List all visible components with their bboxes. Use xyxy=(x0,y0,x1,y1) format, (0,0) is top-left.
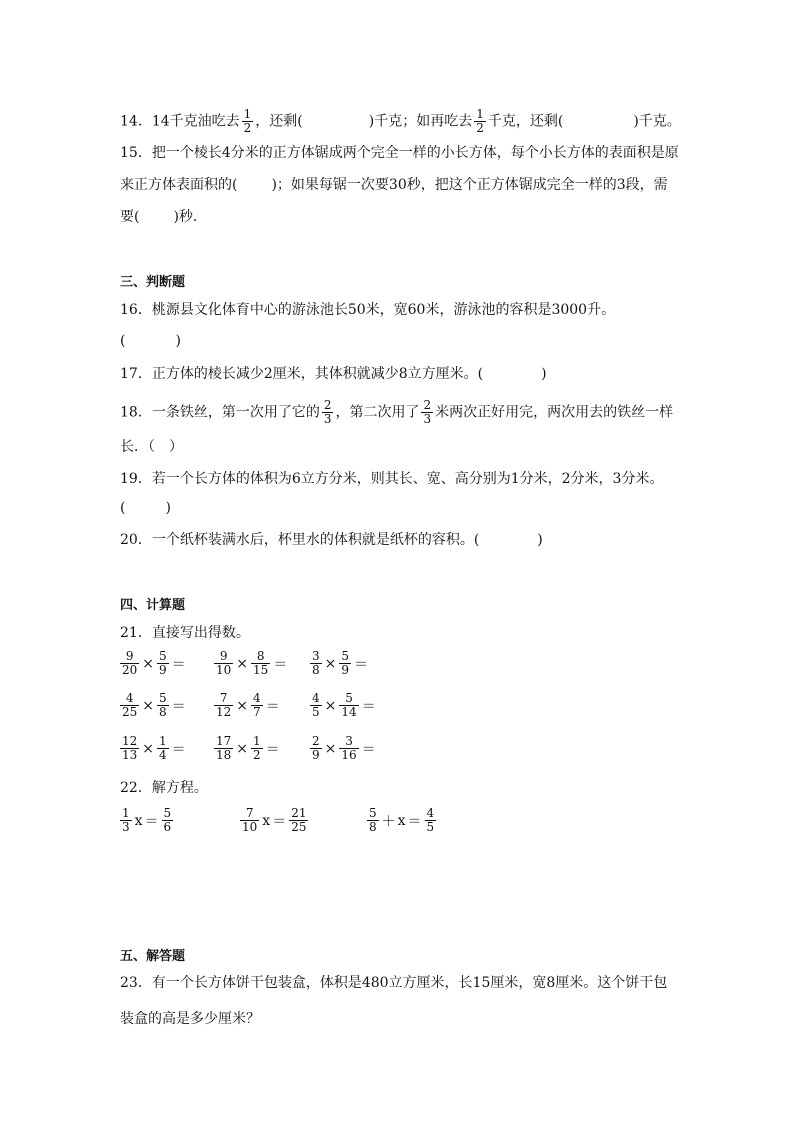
fraction-numerator: 4 xyxy=(125,691,134,705)
fraction-denominator: 2 xyxy=(243,121,252,135)
q19-answer-paren[interactable] xyxy=(120,498,171,518)
fraction-denominator: 25 xyxy=(291,820,307,834)
equals-sign: ＝ xyxy=(265,698,280,715)
q15-line-1: 15．把一个棱长4分米的正方体锯成两个完全一样的小长方体，每个小长方体的表面积是原 xyxy=(120,145,679,161)
question-18 xyxy=(120,399,673,426)
variable-x: x xyxy=(134,812,143,829)
question-17 xyxy=(120,364,547,384)
fraction-numerator: 5 xyxy=(341,649,350,663)
times-sign: × xyxy=(142,740,155,757)
q18-text-a: 18．一条铁丝，第一次用了它的 xyxy=(120,404,320,421)
paren-close: ) xyxy=(165,500,171,516)
q14-text-4: 千克，还剩( xyxy=(487,113,564,130)
equals-sign: ＝ xyxy=(171,698,186,715)
fraction-numerator: 17 xyxy=(216,734,232,748)
calc-expression xyxy=(212,650,288,677)
calc-fraction-a xyxy=(120,735,139,762)
equals-sign: ＝ xyxy=(171,656,186,673)
times-sign: × xyxy=(236,740,249,757)
times-sign: × xyxy=(236,655,249,672)
plus-sign: ＋ xyxy=(381,813,396,830)
calc-fraction-a xyxy=(120,650,139,677)
calc-fraction-b xyxy=(339,650,351,677)
fraction-denominator: 25 xyxy=(122,705,138,719)
calc-fraction-a xyxy=(214,735,233,762)
q14-text-1: 14千克油吃去 xyxy=(151,113,240,130)
fraction-numerator: 21 xyxy=(291,806,307,820)
q18-line-2 xyxy=(120,437,183,457)
calc-fraction-b xyxy=(157,735,169,762)
fraction-numerator: 4 xyxy=(253,691,261,705)
fraction-numerator: 5 xyxy=(159,691,167,705)
q20-text: 20．一个纸杯装满水后，杯里水的体积就是纸杯的容积。( xyxy=(120,532,480,548)
variable-x: x xyxy=(397,812,406,829)
fraction-denominator: 20 xyxy=(122,663,138,677)
fraction-denominator: 12 xyxy=(216,705,232,719)
question-23-line-2: 装盒的高是多少厘米？ xyxy=(120,1011,260,1027)
calc-fraction-b xyxy=(157,692,169,719)
times-sign: × xyxy=(142,697,155,714)
question-21: 21．直接写出得数。 xyxy=(120,625,250,641)
calc-fraction-a xyxy=(214,692,233,719)
calc-fraction-b xyxy=(251,692,263,719)
calc-expression xyxy=(308,735,377,762)
fraction-numerator: 7 xyxy=(219,691,228,705)
fraction-numerator: 2 xyxy=(423,398,432,412)
equals-sign: ＝ xyxy=(361,698,376,715)
fraction-numerator: 5 xyxy=(345,691,353,705)
equals-sign: ＝ xyxy=(354,656,369,673)
fraction-denominator: 14 xyxy=(341,705,357,719)
calc-fraction-b xyxy=(251,735,263,762)
fraction-denominator: 4 xyxy=(159,748,167,762)
paren-close: ) xyxy=(175,333,181,349)
q15-text-a: 来正方体表面积的( xyxy=(120,177,238,193)
q14-text-5: )千克。 xyxy=(633,113,681,130)
equals-sign: ＝ xyxy=(361,741,376,758)
times-sign: × xyxy=(324,655,337,672)
fraction-denominator: 3 xyxy=(122,820,130,834)
fraction-denominator: 9 xyxy=(341,663,350,677)
fraction-denominator: 16 xyxy=(341,748,357,762)
equals-sign: ＝ xyxy=(272,813,287,830)
calc-expression xyxy=(212,692,281,719)
section-3-title: 三、判断题 xyxy=(120,275,186,290)
calc-expression xyxy=(118,692,187,719)
equation-result xyxy=(162,807,174,834)
calc-fraction-a xyxy=(310,692,322,719)
times-sign: × xyxy=(142,655,155,672)
times-sign: × xyxy=(324,740,337,757)
equals-sign: ＝ xyxy=(171,741,186,758)
fraction-denominator: 8 xyxy=(312,663,320,677)
calc-fraction-b xyxy=(339,692,358,719)
section-4-title: 四、计算题 xyxy=(120,598,186,613)
calc-fraction-a xyxy=(310,650,322,677)
fraction-denominator: 8 xyxy=(369,820,377,834)
fraction-denominator: 9 xyxy=(312,748,320,762)
q18-text-c: 米两次正好用完，两次用去的铁丝一样 xyxy=(435,404,674,421)
fraction-denominator: 5 xyxy=(312,705,320,719)
fraction-denominator: 5 xyxy=(426,820,435,834)
fraction-numerator: 5 xyxy=(159,649,167,663)
equation-coefficient xyxy=(367,807,379,834)
q18-fraction-2 xyxy=(421,399,433,426)
fraction-numerator: 9 xyxy=(125,649,134,663)
equation-eq3 xyxy=(365,807,438,834)
calc-fraction-a xyxy=(310,735,322,762)
q18-text-d: 长．（ xyxy=(120,439,155,455)
fraction-numerator: 4 xyxy=(426,806,435,820)
equation-result xyxy=(289,807,308,834)
fraction-denominator: 2 xyxy=(253,748,261,762)
fraction-denominator: 18 xyxy=(216,748,232,762)
calc-fraction-a xyxy=(120,692,139,719)
fraction-numerator: 2 xyxy=(323,398,332,412)
fraction-denominator: 2 xyxy=(476,121,484,135)
equation-eq2 xyxy=(238,807,310,834)
section-5-title: 五、解答题 xyxy=(120,949,186,964)
fraction-denominator: 13 xyxy=(122,748,138,762)
calc-fraction-b xyxy=(157,650,169,677)
calc-expression xyxy=(212,735,281,762)
fraction-denominator: 10 xyxy=(216,663,232,677)
q14-fraction-1 xyxy=(242,108,254,135)
equals-sign: ＝ xyxy=(407,813,422,830)
fraction-numerator: 12 xyxy=(122,734,138,748)
equation-result xyxy=(425,807,437,834)
calc-expression xyxy=(308,692,377,719)
paren-open: ( xyxy=(120,333,126,349)
fraction-numerator: 3 xyxy=(312,649,320,663)
calc-expression xyxy=(118,735,187,762)
fraction-numerator: 2 xyxy=(312,734,320,748)
q15-text-c: 要( xyxy=(120,209,140,225)
q18-fraction-1 xyxy=(322,399,334,426)
equals-sign: ＝ xyxy=(265,741,280,758)
paren-close: ) xyxy=(541,366,547,382)
calc-fraction-b xyxy=(251,650,270,677)
equals-sign: ＝ xyxy=(144,813,159,830)
times-sign: × xyxy=(236,697,249,714)
fraction-numerator: 8 xyxy=(256,649,265,663)
paren-open: ( xyxy=(120,500,126,516)
question-20 xyxy=(120,530,543,550)
fraction-denominator: 9 xyxy=(159,663,167,677)
paren-close: ) xyxy=(537,532,543,548)
fraction-numerator: 1 xyxy=(243,107,252,121)
equation-coefficient xyxy=(120,807,132,834)
fraction-denominator: 6 xyxy=(163,820,172,834)
fraction-denominator: 7 xyxy=(253,705,261,719)
q15-text-b: )；如果每锯一次要30秒，把这个正方体锯成完全一样的3段，需 xyxy=(271,177,668,193)
calc-fraction-b xyxy=(339,735,358,762)
q14-number: 14． xyxy=(120,113,152,130)
q18-text-b: ，第二次用了 xyxy=(335,404,420,421)
fraction-numerator: 1 xyxy=(253,734,261,748)
fraction-numerator: 1 xyxy=(159,734,167,748)
question-23-line-1: 23．有一个长方体饼干包装盒，体积是480立方厘米，长15厘米，宽8厘米。这个饼干包 xyxy=(120,975,668,991)
fraction-numerator: 5 xyxy=(163,806,172,820)
q15-line-3 xyxy=(120,207,207,227)
calc-expression xyxy=(118,650,187,677)
q14-fraction-2 xyxy=(474,108,486,135)
fraction-denominator: 3 xyxy=(323,412,332,426)
question-14 xyxy=(120,108,681,135)
question-16: 16．桃源县文化体育中心的游泳池长50米，宽60米，游泳池的容积是3000升。 xyxy=(120,302,616,318)
q15-line-2 xyxy=(120,175,668,195)
q15-text-d: )秒． xyxy=(173,209,207,225)
fraction-numerator: 1 xyxy=(476,107,484,121)
fraction-denominator: 8 xyxy=(159,705,167,719)
equation-eq1 xyxy=(118,807,175,834)
fraction-numerator: 9 xyxy=(219,649,228,663)
variable-x: x xyxy=(262,812,271,829)
times-sign: × xyxy=(324,697,337,714)
calc-expression xyxy=(308,650,369,677)
fraction-numerator: 5 xyxy=(369,806,377,820)
fraction-denominator: 3 xyxy=(423,412,432,426)
question-19: 19．若一个长方体的体积为6立方分米，则其长、宽、高分别为1分米，2分米，3分米。 xyxy=(120,471,664,487)
fraction-denominator: 15 xyxy=(253,663,269,677)
fraction-numerator: 4 xyxy=(312,691,320,705)
calc-fraction-a xyxy=(214,650,233,677)
fraction-numerator: 7 xyxy=(245,806,254,820)
equation-coefficient xyxy=(240,807,259,834)
q14-text-3: )千克；如再吃去 xyxy=(368,113,473,130)
q14-text-2: ，还剩( xyxy=(255,113,303,130)
q17-text: 17．正方体的棱长减少2厘米，其体积就减少8立方厘米。( xyxy=(120,366,484,382)
fraction-numerator: 3 xyxy=(345,734,353,748)
fraction-denominator: 10 xyxy=(242,820,258,834)
question-22: 22．解方程。 xyxy=(120,780,208,796)
equals-sign: ＝ xyxy=(273,656,288,673)
fraction-numerator: 1 xyxy=(122,806,130,820)
paren-close: ） xyxy=(169,439,183,455)
q16-answer-paren[interactable] xyxy=(120,331,181,351)
